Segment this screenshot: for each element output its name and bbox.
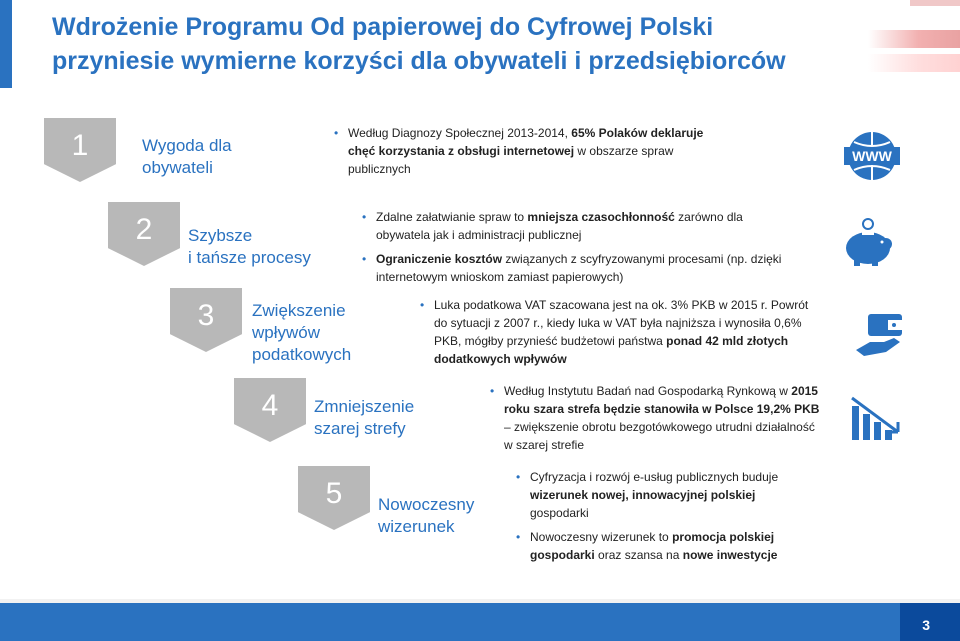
row-3-bullets xyxy=(420,296,820,374)
row-1-bullets xyxy=(334,124,734,184)
bullet-run: Luka podatkowa VAT szacowana jest na ok. 3% PKB w 2015 r. Powrót do sytuacji z 2007 r. xyxy=(434,298,809,330)
flag-stripe-red xyxy=(868,30,960,48)
number-badge-4 xyxy=(234,378,306,442)
bullet-run: , kiedy luka w VAT była najniższa i wynosiła 0,6% PKB, mógłby przynieść budżetowi państwa xyxy=(434,316,802,348)
page-number: 3 xyxy=(922,617,930,633)
bullet-run: wizerunek nowej, innowacyjnej polskiej xyxy=(530,488,756,502)
bullet-run: Nowoczesny wizerunek to xyxy=(530,530,673,544)
title-line-1: Wdrożenie Programu Od papierowej do Cyfrowej Polski xyxy=(52,13,714,41)
number-1: 1 xyxy=(71,129,89,162)
bullet-run: promocja polskiej gospodarki xyxy=(530,530,775,562)
number-badge-1 xyxy=(44,118,116,182)
row-1-title: Wygoda dla obywateli xyxy=(142,136,232,177)
row-3-title: Zwiększenie wpływów podatkowych xyxy=(252,301,352,364)
row-5-bullet-1 xyxy=(516,468,816,522)
bullet-run: w obszarze spraw publicznych xyxy=(348,144,674,176)
row-2-bullets xyxy=(362,208,792,292)
row-2-bullet-2 xyxy=(362,250,792,286)
bullet-run: Cyfryzacja i rozwój e-usług publicznych buduje xyxy=(530,470,779,484)
svg-text:WWW: WWW xyxy=(852,148,892,164)
bullet-run: gospodarki xyxy=(530,506,589,520)
bullet-run: Zdalne załatwianie spraw to xyxy=(376,210,528,224)
row-3-bullet-1 xyxy=(420,296,820,368)
number-5: 5 xyxy=(325,477,343,510)
flag-stripe-light xyxy=(868,54,960,72)
title-accent-bar xyxy=(0,0,12,88)
number-badge-5 xyxy=(298,466,370,530)
bullet-run: 65% Polaków deklaruje xyxy=(571,126,704,140)
row-5-bullet-2 xyxy=(516,528,816,564)
number-3: 3 xyxy=(197,299,215,332)
flag-top-stripe xyxy=(910,0,960,6)
wallet-hand-icon xyxy=(850,306,910,358)
row-2-title: Szybsze i tańsze procesy xyxy=(188,226,311,267)
bullet-run: Według Diagnozy Społecznej 2013-2014, xyxy=(348,126,572,140)
footer-dark-band xyxy=(900,603,960,641)
bullet-run: mniejsza czasochłonność xyxy=(527,210,675,224)
piggy-bank-icon xyxy=(838,218,898,270)
row-4-title: Zmniejszenie szarej strefy xyxy=(314,397,415,438)
number-2: 2 xyxy=(135,213,153,246)
footer-bar xyxy=(0,603,960,641)
row-4-bullets xyxy=(490,382,820,460)
row-1-bullet-1 xyxy=(334,124,734,178)
bullet-run: zarówno dla obywatela jak i administracji publicznej xyxy=(376,210,743,242)
row-5-title: Nowoczesny wizerunek xyxy=(378,495,475,536)
bullet-run: ponad 42 mld złotych dodatkowych wpływów xyxy=(434,334,789,366)
bullet-run: chęć korzystania z obsługi internetowej xyxy=(348,144,575,158)
bullet-run: 2015 roku szara strefa będzie stanowiła w Polsce 19,2% PKB xyxy=(504,384,820,416)
title-line-2: przyniesie wymierne korzyści dla obywateli i przedsiębiorców xyxy=(52,47,786,75)
number-4: 4 xyxy=(261,389,279,422)
number-badge-2 xyxy=(108,202,180,266)
number-badge-3 xyxy=(170,288,242,352)
page-title xyxy=(52,10,852,78)
www-icon xyxy=(842,130,902,182)
bullet-run: – zwiększenie obrotu bezgotówkowego utrudni działalność w szarej strefie xyxy=(504,420,815,452)
bullet-run: nowe inwestycje xyxy=(682,548,778,562)
row-5-bullets xyxy=(516,468,816,570)
declining-chart-icon xyxy=(846,392,906,444)
bullet-run: oraz szansa na xyxy=(594,548,683,562)
bullet-run: Według Instytutu Badań nad Gospodarką Rynkową w xyxy=(504,384,792,398)
row-2-bullet-1 xyxy=(362,208,792,244)
bullet-run: Ograniczenie kosztów xyxy=(376,252,503,266)
row-4-bullet-1 xyxy=(490,382,820,454)
bullet-run: związanych z scyfryzowanymi procesami (np. dzięki internetowym wnioskom zamiast papierowych) xyxy=(376,252,782,284)
